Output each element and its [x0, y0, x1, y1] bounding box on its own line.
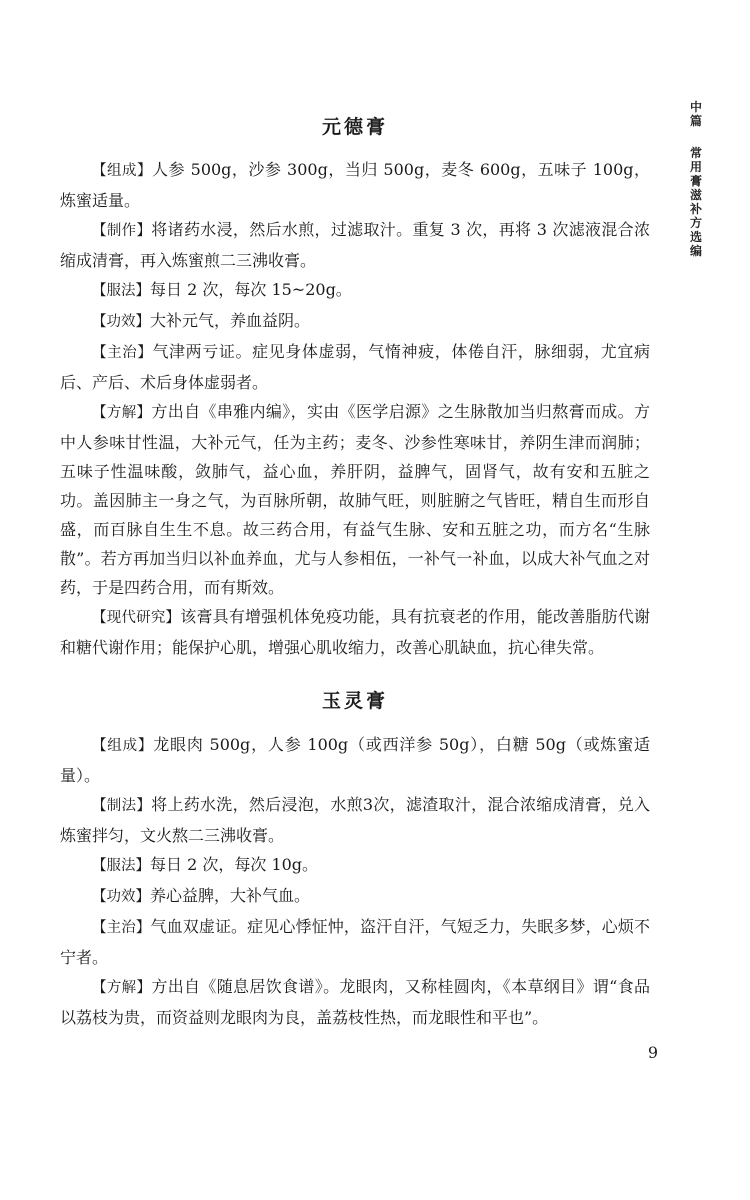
field-text: 气津两亏证。症见身体虚弱，气惰神疲，体倦自汗，脉细弱，尤宜病后、产后、术后身体虚弱者。: [60, 342, 651, 392]
paragraph-preparation: [60, 215, 650, 275]
field-label: 【组成】: [92, 738, 154, 754]
section-title: 元德膏: [321, 116, 388, 138]
field-label: 【方解】: [92, 405, 152, 421]
paragraph-indications: [60, 337, 650, 397]
field-label: 【方解】: [92, 980, 152, 996]
paragraph-composition: [60, 730, 650, 790]
paragraph-modern-research: [60, 602, 650, 662]
field-label: 【现代研究】: [92, 610, 181, 626]
field-label: 【服法】: [92, 858, 150, 874]
running-header-side-tab: [685, 100, 707, 258]
paragraph-indications: [60, 912, 650, 972]
field-label: 【功效】: [92, 314, 150, 330]
page-number: 9: [647, 1043, 658, 1062]
paragraph-explanation: [60, 397, 650, 602]
field-text: 将上药水洗，然后浸泡，水煎3次，滤渣取汁，混合浓缩成清膏，兑入炼蜜拌匀，文火熬二三沸收膏。: [60, 795, 650, 845]
section-yulinggao: [60, 730, 650, 1032]
field-text: 每日 2 次，每次 10g。: [150, 855, 319, 874]
field-label: 【主治】: [92, 345, 153, 361]
paragraph-dosage: [60, 850, 650, 881]
field-text: 大补元气，养血益阴。: [150, 311, 311, 330]
field-text: 气血双虚证。症见心悸怔忡，盗汗自汗，气短乏力，失眠多梦，心烦不宁者。: [60, 917, 650, 967]
paragraph-explanation: [60, 972, 650, 1032]
field-text: 龙眼肉 500g，人参 100g（或西洋参 50g），白糖 50g（或炼蜜适量）。: [60, 735, 650, 785]
paragraph-efficacy: [60, 881, 650, 912]
paragraph-efficacy: [60, 306, 650, 337]
field-text: 方出自《串雅内编》，实由《医学启源》之生脉散加当归熬膏而成。方中人参味甘性温，大补元气，任为主药；麦冬、沙参性寒味甘，养阴生津而润肺；五味子性温味酸，敛肺气，益心血，养肝阴，益脾气，固肾气，故有安和五脏之功。盖因肺主一身之气，为百脉所朝，故肺气旺，则脏腑之气皆旺，精自生而形自盛，而百脉自生生不息。故三药合用，有益气生脉、安和五脏之功，而方名“生脉散”。若方再加当归以补血养血，尤与人参相伍，一补气一补血，以成大补气血之对药，于是四药合用，而有斯效。: [60, 402, 650, 597]
field-text: 每日 2 次，每次 15~20g。: [150, 280, 352, 299]
field-text: 方出自《随息居饮食谱》。龙眼肉，又称桂圆肉，《本草纲目》谓“食品以荔枝为贵，而资益则龙眼肉为良，盖荔枝性热，而龙眼性和平也”。: [60, 977, 651, 1027]
paragraph-dosage: [60, 275, 650, 306]
field-text: 人参 500g，沙参 300g，当归 500g，麦冬 600g，五味子 100g，炼蜜适量。: [60, 160, 651, 210]
paragraph-preparation: [60, 790, 650, 850]
field-label: 【制法】: [92, 798, 152, 814]
field-label: 【组成】: [92, 163, 153, 179]
field-label: 【功效】: [92, 889, 150, 905]
side-tab-chapter-name: 常用膏滋补方选编: [689, 146, 702, 258]
field-text: 该膏具有增强机体免疫功能，具有抗衰老的作用，能改善脂肪代谢和糖代谢作用；能保护心肌，增强心肌收缩力，改善心肌缺血，抗心律失常。: [60, 607, 650, 657]
section-yuandegao: [60, 155, 650, 662]
paragraph-composition: [60, 155, 650, 215]
section-title: 玉灵膏: [321, 690, 388, 712]
field-label: 【主治】: [92, 920, 151, 936]
side-tab-part: 中篇: [689, 100, 702, 128]
field-label: 【服法】: [92, 283, 150, 299]
field-text: 将诸药水浸，然后水煎，过滤取汁。重复 3 次，再将 3 次滤液混合浓缩成清膏，再入炼蜜煎二三沸收膏。: [60, 220, 650, 270]
field-text: 养心益脾，大补气血。: [150, 886, 311, 905]
field-label: 【制作】: [92, 223, 152, 239]
